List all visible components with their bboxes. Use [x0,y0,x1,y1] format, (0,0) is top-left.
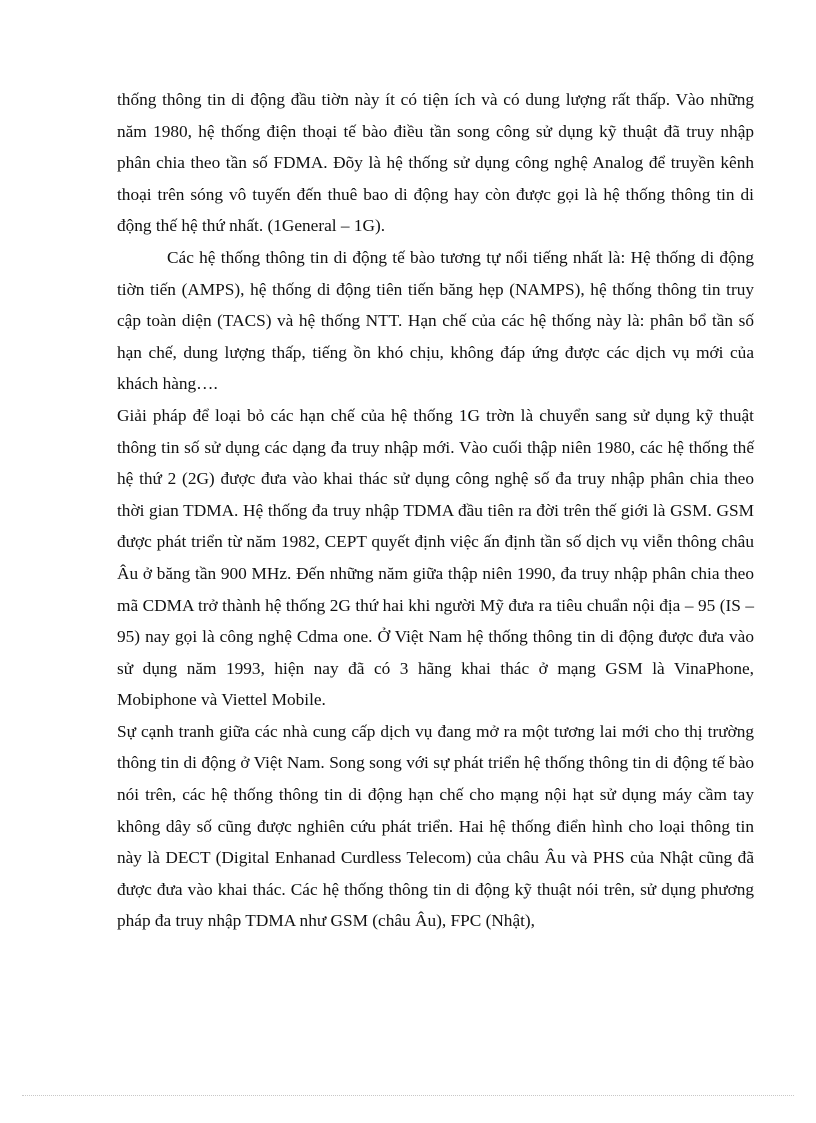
document-body [117,84,754,937]
paragraph-market-competition: Sự cạnh tranh giữa các nhà cung cấp dịch vụ đang mở ra một tương lai mới cho thị trường thông tin di động ở Việt Nam. Song song với sự phát triển hệ thống thông tin di động tế bào nói trên, các hệ thống thông tin di động hạn chế cho mạng nội hạt sử dụng máy cầm tay không dây số cũng được nghiên cứu phát triển. Hai hệ thống điển hình cho loại thông tin này là DECT (Digital Enhanad Curdless Telecom) của châu Âu và PHS của Nhật cũng đã được đưa vào khai thác. Các hệ thống thông tin di động kỹ thuật nói trên, sử dụng phương pháp đa truy nhập TDMA như GSM (châu Âu), FPC (Nhật), [117,721,754,931]
page-bottom-divider [22,1095,794,1096]
paragraph-1g-intro: thống thông tin di động đầu tiờn này ít có tiện ích và có dung lượng rất thấp. Vào những năm 1980, hệ thống điện thoại tế bào điều tần song công sử dụng kỹ thuật đã truy nhập phân chia theo tần số FDMA. Đõy là hệ thống sử dụng công nghệ Analog để truyền kênh thoại trên sóng vô tuyến đến thuê bao di động hay còn được gọi là hệ thống thông tin di động thế hệ thứ nhất. (1General – 1G). [117,90,754,236]
paragraph-2g-tdma: Giải pháp để loại bỏ các hạn chế của hệ thống 1G trờn là chuyển sang sử dụng kỹ thuật thông tin số sử dụng các dạng đa truy nhập mới. Vào cuối thập niên 1980, các hệ thống thế hệ thứ 2 (2G) được đưa vào khai thác sử dụng công nghệ số đa truy nhập phân chia theo thời gian TDMA. Hệ thống đa truy nhập TDMA đầu tiên ra đời trên thế giới là GSM. GSM được phát triển từ năm 1982, CEPT quyết định việc ấn định tần số dịch vụ viễn thông châu Âu ở băng tần 900 MHz. Đến những năm giữa thập niên 1990, đa truy nhập phân chia theo mã CDMA trở thành hệ thống 2G thứ hai khi người Mỹ đưa ra tiêu chuẩn nội địa – 95 (IS – 95) nay gọi là công nghệ Cdma one. Ở Việt Nam hệ thống thông tin di động được đưa vào sử dụng năm 1993, hiện nay đã có 3 hãng khai thác ở mạng GSM là VinaPhone, Mobiphone và Viettel Mobile. [117,405,754,710]
paragraph-analog-systems: Các hệ thống thông tin di động tế bào tương tự nổi tiếng nhất là: Hệ thống di động tiờn tiến (AMPS), hệ thống di động tiên tiến băng hẹp (NAMPS), hệ thống thông tin truy cập toàn diện (TACS) và hệ thống NTT. Hạn chế của các hệ thống này là: phân bổ tần số hạn chế, dung lượng thấp, tiếng ồn khó chịu, không đáp ứng được các dịch vụ mới của khách hàng…. [117,247,754,394]
